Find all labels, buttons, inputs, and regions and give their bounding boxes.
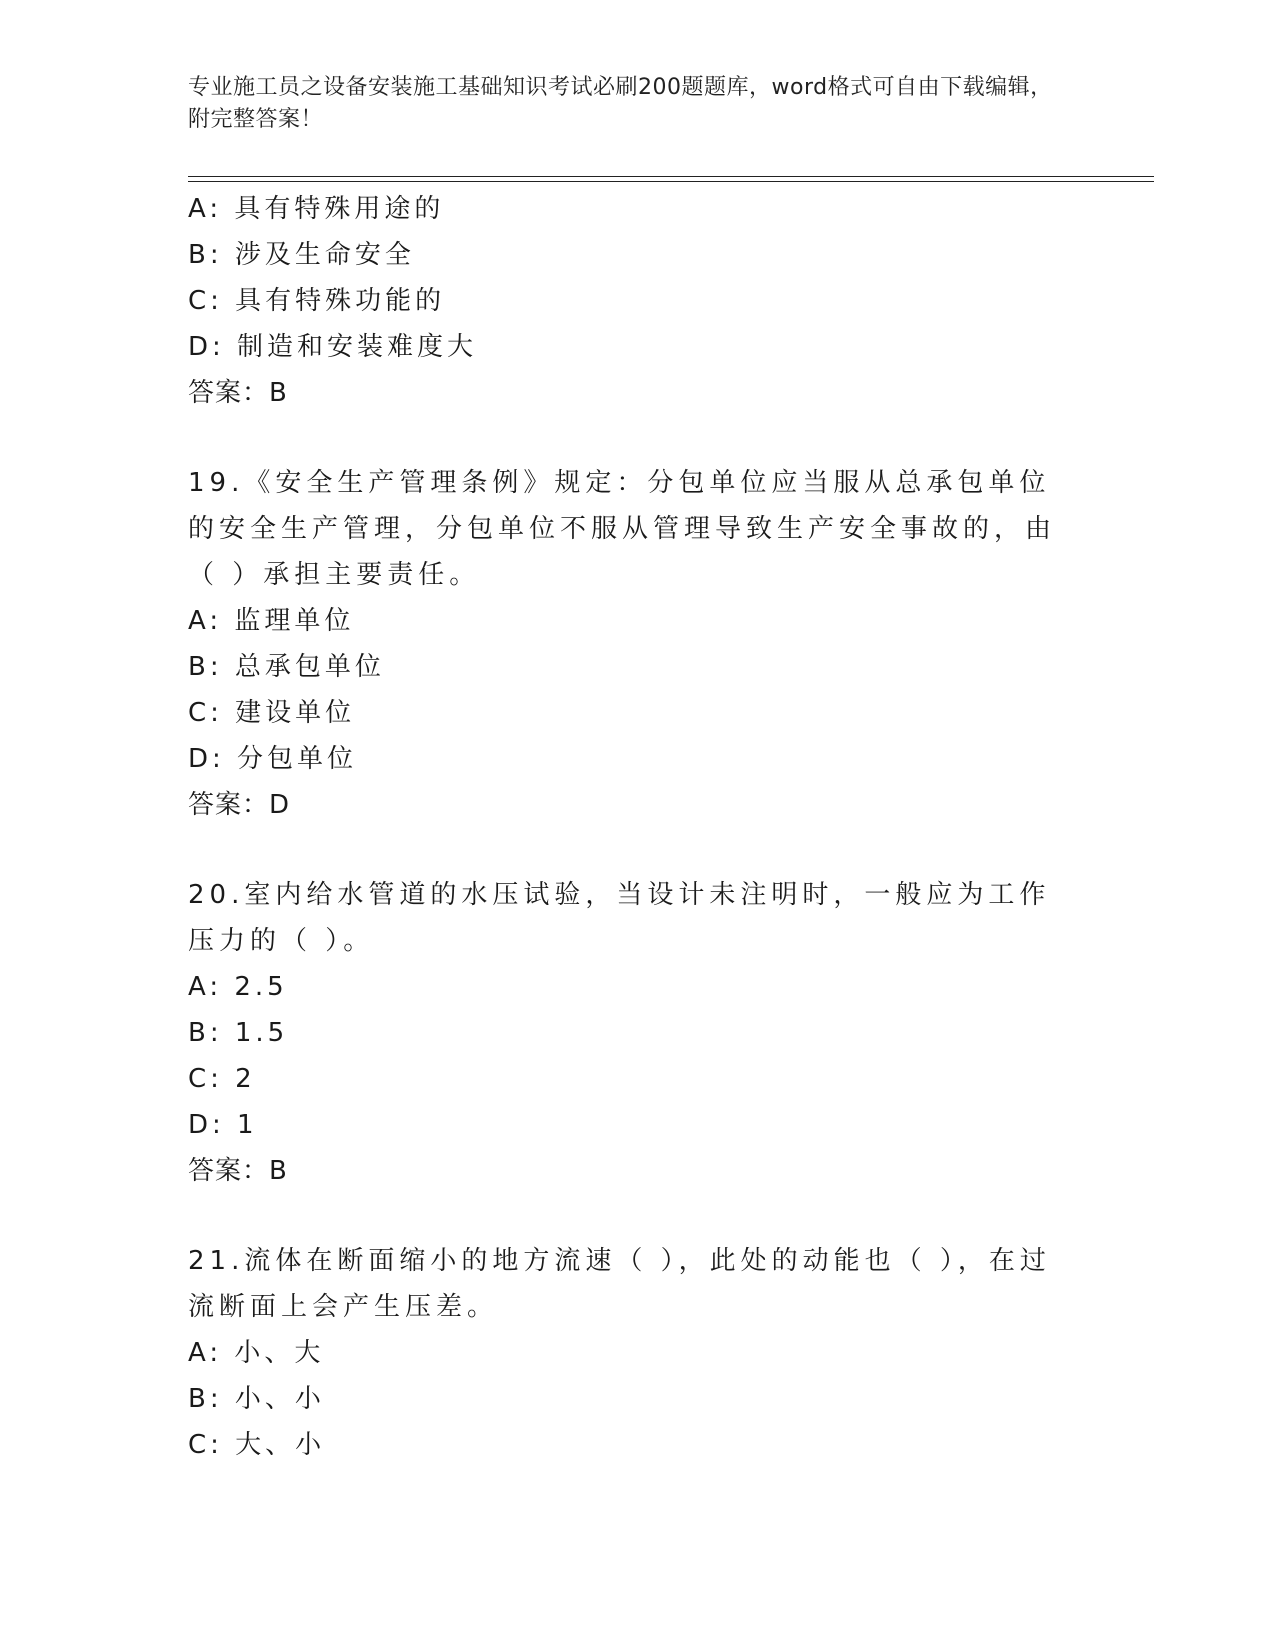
option-d: D: 分包单位 [188, 744, 358, 774]
option-c: C: 具有特殊功能的 [188, 286, 446, 316]
question-stem: 19.《安全生产管理条例》规定：分包单位应当服从总承包单位的安全生产管理，分包单位不服从管理导致生产安全事故的，由（ ）承担主要责任。 [188, 468, 1057, 590]
question-stem: 20.室内给水管道的水压试验，当设计未注明时，一般应为工作压力的（ ）。 [188, 880, 1051, 956]
option-c: C: 建设单位 [188, 698, 356, 728]
question-18-continued [188, 186, 1078, 416]
option-b: B: 1.5 [188, 1018, 289, 1048]
answer-line: 答案：B [188, 1156, 288, 1186]
option-c: C: 2 [188, 1064, 256, 1094]
header-divider-top [188, 176, 1154, 177]
option-b: B: 总承包单位 [188, 652, 385, 682]
option-b: B: 涉及生命安全 [188, 240, 415, 270]
option-a: A: 具有特殊用途的 [188, 194, 445, 224]
question-20 [188, 872, 1078, 1194]
answer-line: 答案：D [188, 790, 291, 820]
document-header: 专业施工员之设备安装施工基础知识考试必刷200题题库，word格式可自由下载编辑，附完整答案！ [188, 75, 1053, 132]
option-a: A: 监理单位 [188, 606, 355, 636]
question-list [188, 186, 1078, 1468]
option-c: C: 大、小 [188, 1430, 326, 1460]
header-divider-bottom [188, 181, 1154, 182]
option-b: B: 小、小 [188, 1384, 325, 1414]
question-21 [188, 1238, 1078, 1468]
question-19 [188, 460, 1078, 828]
question-stem: 21.流体在断面缩小的地方流速（ ），此处的动能也（ ），在过流断面上会产生压差。 [188, 1246, 1051, 1322]
option-a: A: 小、大 [188, 1338, 325, 1368]
option-a: A: 2.5 [188, 972, 288, 1002]
option-d: D: 制造和安装难度大 [188, 332, 478, 362]
answer-line: 答案：B [188, 378, 288, 408]
option-d: D: 1 [188, 1110, 258, 1140]
